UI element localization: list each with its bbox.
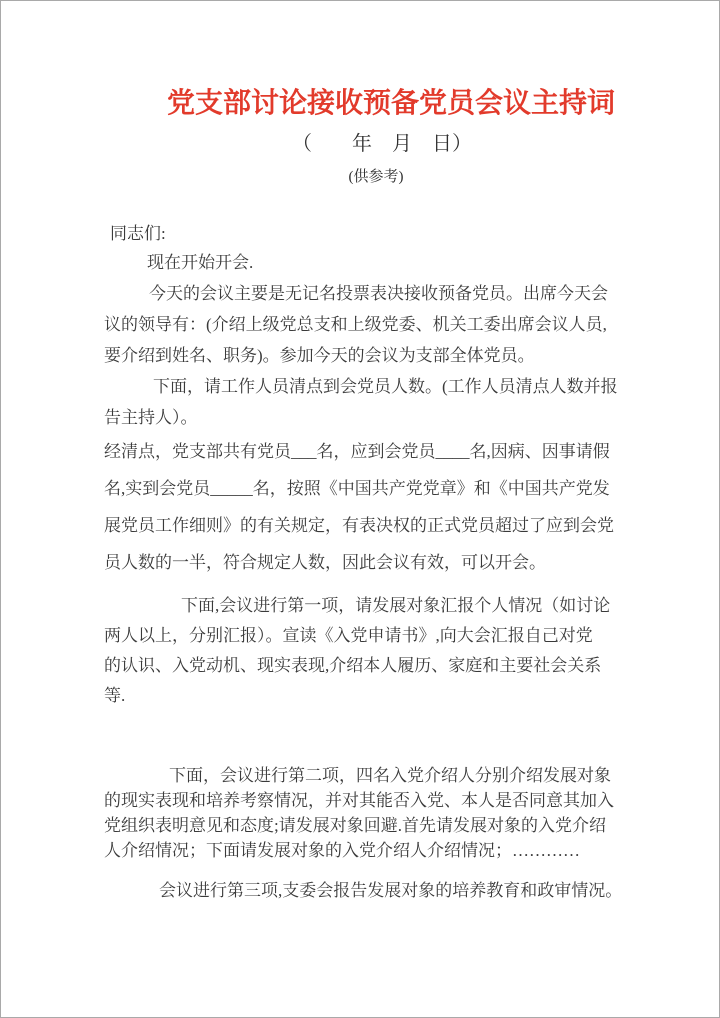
document-title: 党支部讨论接收预备党员会议主持词 [166,88,615,119]
text-line: 今天的会议主要是无记名投票表决接收预备党员。出席今天会 [149,284,608,303]
paragraph-agenda-item-2 [104,763,619,863]
date-line: （ 年 月 日） [292,133,472,155]
text-line: 议的领导有：(介绍上级党总支和上级党委、机关工委出席会议人员, [104,315,607,334]
paragraph-agenda-item-3 [104,878,623,903]
text-line: 现在开始开会. [147,253,254,272]
text-line: 人介绍情况；下面请发展对象的入党介绍人介绍情况；………… [104,841,580,860]
paragraph-open-meeting [104,247,619,278]
text-line: 的认识、入党动机、现实表现,介绍本人履历、家庭和主要社会关系 [104,656,602,675]
reference-note: (供参考) [348,169,404,185]
text-line: 名,实到会党员_____名，按照《中国共产党党章》和《中国共产党发 [104,479,610,498]
text-line: 的现实表现和培养考察情况，并对其能否入党、本人是否同意其加入 [104,791,614,810]
text-line: 党组织表明意见和态度;请发展对象回避.首先请发展对象的入党介绍 [104,816,606,835]
text-line: 下面,会议进行第一项，请发展对象汇报个人情况（如讨论 [181,596,611,615]
paragraph-count-members [104,371,619,433]
paragraph-agenda-item-1 [104,591,619,711]
text-line: 会议进行第三项,支委会报告发展对象的培养教育和政审情况。 [159,881,623,900]
text-line: 两人以上，分别汇报）。宣读《入党申请书》,向大会汇报自己对党 [104,626,593,645]
paragraph-salutation [104,220,619,247]
document-body [104,220,623,903]
text-line: 展党员工作细则》的有关规定，有表决权的正式党员超过了应到会党 [104,516,614,535]
text-line: 要介绍到姓名、职务)。参加今天的会议为支部全体党员。 [104,346,535,365]
paragraph-quorum [104,433,619,581]
text-line: 等. [104,686,126,705]
text-line: 同志们: [110,224,166,243]
text-line: 告主持人）。 [104,408,198,427]
text-line: 下面，会议进行第二项，四名入党介绍人分别介绍发展对象 [169,766,611,785]
paragraph-meeting-purpose [104,278,619,371]
text-line: 下面，请工作人员清点到会党员人数。(工作人员清点人数并报 [153,377,618,396]
text-line: 经清点，党支部共有党员___名，应到会党员____名,因病、因事请假 [104,442,610,461]
text-line: 员人数的一半，符合规定人数，因此会议有效，可以开会。 [104,553,546,572]
